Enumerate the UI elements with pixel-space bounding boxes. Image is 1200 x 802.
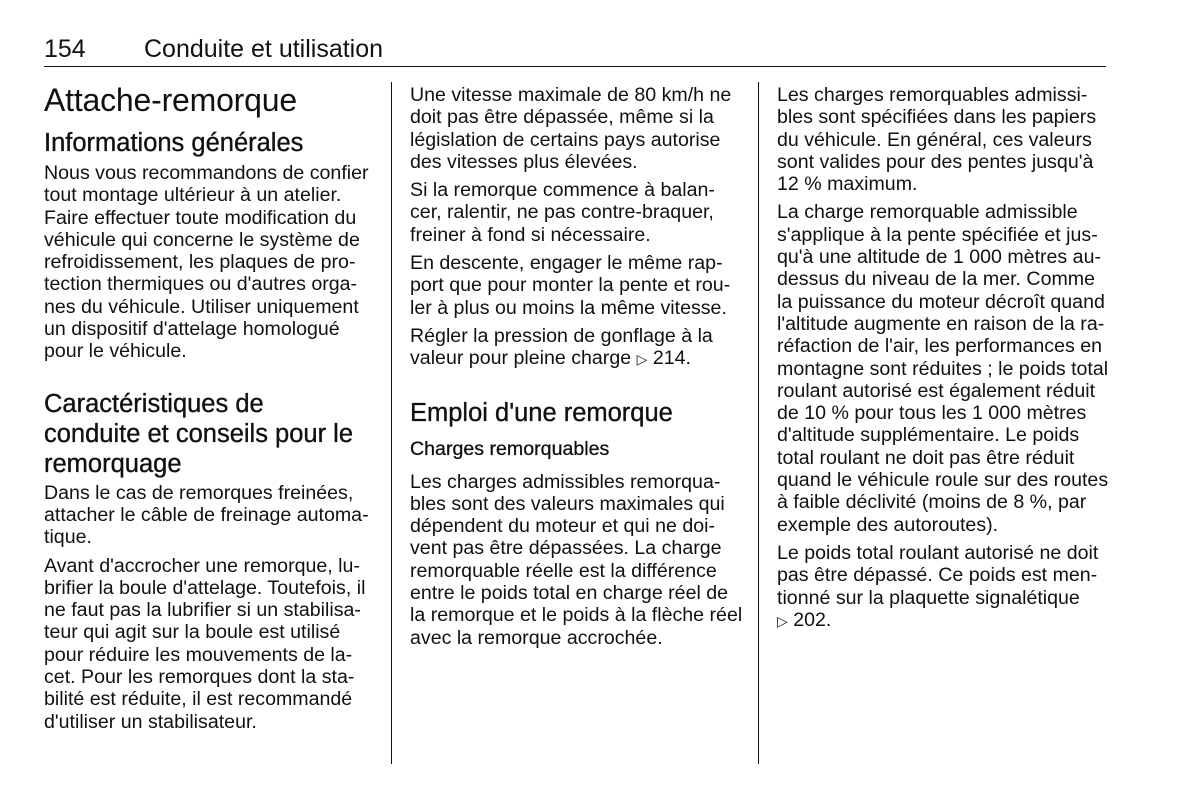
heading-caracteristiques: [44, 389, 376, 479]
text-line: qu'à une altitude de 1 000 mètres au-: [777, 246, 1101, 269]
page-reference[interactable]: 202.: [793, 608, 832, 631]
text-line: 12 % maximum.: [777, 173, 918, 196]
column-1: [44, 84, 376, 733]
text-line: pour réduire les mouvements de la-: [44, 643, 353, 666]
text-line: tection thermiques ou d'autres orga-: [44, 273, 358, 296]
column-divider: [758, 82, 759, 764]
column-3: [777, 84, 1107, 633]
text-line: teur qui agit sur la boule est utilisé: [44, 621, 341, 644]
text-line: tout montage ultérieur à un atelier.: [44, 184, 342, 207]
paragraph-general: [44, 162, 376, 363]
page-number: 154: [44, 35, 86, 63]
text-line: entre le poids total en charge réel de: [410, 582, 729, 605]
paragraph-pression: [410, 325, 740, 372]
text-line: bilité est réduite, il est recommandé: [44, 688, 353, 711]
text-line: roulant autorisé est également réduit: [777, 379, 1096, 402]
text-line: Régler la pression de gonflage à la: [410, 324, 713, 347]
text-line: ne faut pas la lubrifier si un stabilisa-: [44, 599, 361, 622]
text-line: ler à plus ou moins la même vitesse.: [410, 296, 727, 319]
page-header: [44, 34, 1106, 67]
page-reference[interactable]: 214.: [652, 347, 691, 370]
text-fragment: valeur pour pleine charge: [410, 347, 632, 370]
text-line: [410, 347, 740, 371]
text-line: [777, 609, 1107, 633]
column-divider: [391, 82, 392, 764]
text-line: dépendent du moteur et qui ne doi-: [410, 515, 716, 538]
text-line: Nous vous recommandons de confier: [44, 162, 369, 184]
text-line: freiner à fond si nécessaire.: [410, 223, 651, 246]
text-line: s'applique à la pente spécifiée et jus-: [777, 223, 1098, 246]
text-line: véhicule qui concerne le système de: [44, 228, 360, 251]
text-line: d'altitude supplémentaire. Le poids: [777, 424, 1080, 447]
text-line: remorquable réelle est la différence: [410, 559, 717, 582]
text-line: bles sont des valeurs maximales qui: [410, 492, 725, 515]
text-line: Les charges admissibles remorqua-: [410, 470, 721, 493]
paragraph-descente: [410, 252, 740, 319]
text-line: de 10 % pour tous les 1 000 mètres: [777, 402, 1087, 425]
text-line: un dispositif d'attelage homologué: [44, 318, 340, 341]
text-line: des vitesses plus élevées.: [410, 150, 638, 173]
text-line: doit pas être dépassée, même si la: [410, 106, 714, 129]
paragraph-charges: [410, 470, 743, 649]
heading-charges-remorquables: Charges remorquables: [410, 437, 610, 460]
text-line: quand le véhicule roule sur des routes: [777, 469, 1109, 492]
text-line: dessus du niveau de la mer. Comme: [777, 268, 1096, 291]
paragraph-vitesse: [410, 84, 740, 173]
heading-informations-generales: Informations générales: [44, 129, 304, 157]
text-line: Avant d'accrocher une remorque, lu-: [44, 554, 360, 577]
text-line: sont valides pour des pentes jusqu'à: [777, 150, 1094, 173]
text-line: attacher le câble de freinage automa-: [44, 503, 369, 526]
text-line: cer, ralentir, ne pas contre-braquer,: [410, 201, 714, 224]
column-2: [410, 84, 743, 649]
page-reference-arrow-icon: ▷: [636, 352, 648, 369]
text-line: la puissance du moteur décroît quand: [777, 290, 1105, 313]
text-line: En descente, engager le même rap-: [410, 252, 723, 275]
text-line: tique.: [44, 526, 92, 549]
text-line: l'altitude augmente en raison de la ra-: [777, 312, 1105, 335]
text-line: tionné sur la plaquette signalétique: [777, 586, 1080, 609]
text-line: exemple des autoroutes).: [777, 513, 999, 536]
text-line: brifier la boule d'attelage. Toutefois, il: [44, 576, 366, 599]
text-line: Faire effectuer toute modification du: [44, 206, 357, 229]
paragraph-balancer: [410, 179, 740, 246]
text-line: pas être dépassé. Ce poids est men-: [777, 564, 1098, 587]
section-title: Conduite et utilisation: [144, 35, 384, 63]
text-line: refroidissement, les plaques de pro-: [44, 251, 356, 274]
text-line: port que pour monter la pente et rou-: [410, 274, 731, 297]
text-line: Dans le cas de remorques freinées,: [44, 481, 354, 504]
text-line: à faible déclivité (moins de 8 %, par: [777, 491, 1087, 514]
text-line: législation de certains pays autorise: [410, 128, 721, 151]
text-line: réfaction de l'air, les performances en: [777, 335, 1103, 358]
paragraph-poids-total: [777, 542, 1107, 633]
text-line: Si la remorque commence à balan-: [410, 179, 715, 202]
paragraph-lubrifier: [44, 555, 376, 733]
text-line: total roulant ne doit pas être réduit: [777, 446, 1075, 469]
text-line: vent pas être dépassées. La charge: [410, 537, 722, 560]
text-line: Les charges remorquables admissi-: [777, 84, 1088, 106]
heading-line: conduite et conseils pour le: [44, 419, 354, 448]
text-line: avec la remorque accrochée.: [410, 626, 663, 649]
text-line: Le poids total roulant autorisé ne doit: [777, 541, 1099, 564]
page-reference-arrow-icon: ▷: [777, 613, 788, 630]
paragraph-altitude: [777, 201, 1107, 535]
heading-emploi-remorque: Emploi d'une remorque: [410, 398, 673, 427]
chapter-title: Attache-remorque: [44, 82, 297, 118]
text-line: d'utiliser un stabilisateur.: [44, 710, 257, 733]
text-line: Une vitesse maximale de 80 km/h ne: [410, 84, 732, 106]
text-line: du véhicule. En général, ces valeurs: [777, 128, 1092, 151]
text-line: cet. Pour les remorques dont la sta-: [44, 666, 355, 689]
paragraph-charges-admissibles: [777, 84, 1107, 195]
text-line: la remorque et le poids à la flèche réel: [410, 604, 743, 627]
text-line: montagne sont réduites ; le poids total: [777, 357, 1109, 380]
paragraph-remorques-freinees: [44, 482, 376, 549]
heading-line: remorquage: [44, 449, 182, 478]
heading-line: Caractéristiques de: [44, 389, 264, 418]
text-line: pour le véhicule.: [44, 340, 187, 363]
text-line: bles sont spécifiées dans les papiers: [777, 106, 1097, 129]
text-line: nes du véhicule. Utiliser uniquement: [44, 295, 359, 318]
text-line: La charge remorquable admissible: [777, 201, 1078, 224]
